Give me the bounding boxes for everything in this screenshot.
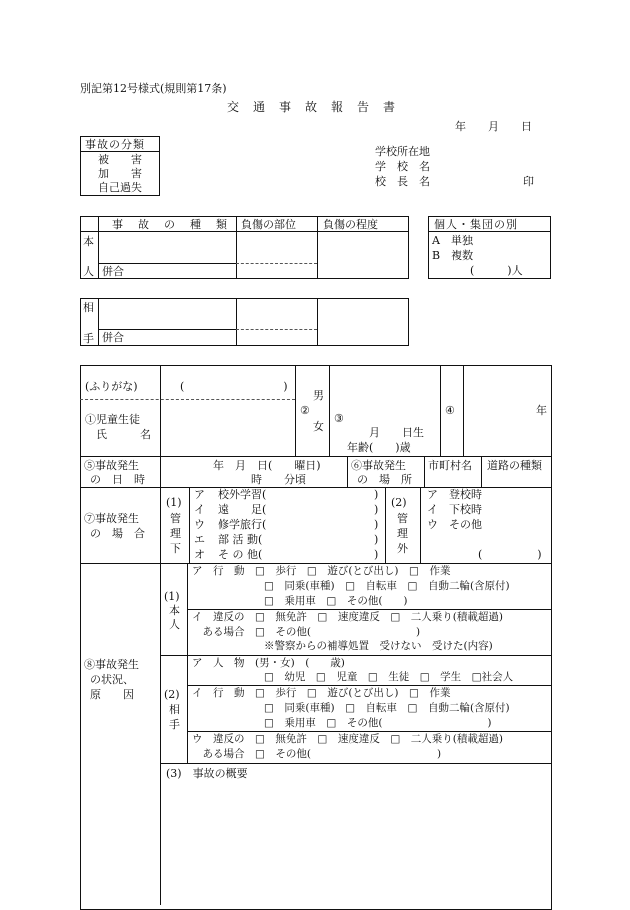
accident-summary-label: (3) 事故の概要 xyxy=(166,767,248,780)
mgmt-item-c-close: ) xyxy=(374,518,379,531)
other-action-row-1: イ 行 動 □ 歩行 □ 遊び(とび出し) □ 作業 xyxy=(192,687,451,699)
road-type-label: 道路の種類 xyxy=(487,459,542,472)
other-action-row-3: □ 乗用車 □ その他( ) xyxy=(264,717,492,729)
self-action-row-3: □ 乗用車 □ その他( ) xyxy=(264,595,408,607)
place-label-1: ⑥事故発生 xyxy=(351,459,406,472)
school-name-label: 学 校 名 xyxy=(375,160,430,173)
group-multiple: B 複数 xyxy=(432,249,474,262)
self-section-char-1: 本 xyxy=(169,604,180,617)
self-violation-row-2: ある場合 □ その他( ) xyxy=(192,626,421,638)
mgmt-item-c: 修学旅行( xyxy=(218,518,267,531)
place-label-2: の 場 所 xyxy=(357,473,412,486)
commute-other: ウ その他 xyxy=(427,518,482,531)
self-label-top: 本 xyxy=(83,235,94,248)
mgmt-item-c-key: ウ xyxy=(194,518,205,531)
accident-category-title: 事故の分類 xyxy=(85,138,145,151)
self-action-row-2: □ 同乗(車種) □ 自転車 □ 自動二輪(含原付) xyxy=(264,580,510,592)
mgmt-item-a: 校外学習( xyxy=(218,488,267,501)
category-offender: 加 害 xyxy=(98,167,142,180)
col-injury-degree: 負傷の程度 xyxy=(323,218,378,231)
group-persons: ( )人 xyxy=(470,264,523,277)
mgmt-item-a-close: ) xyxy=(374,488,379,501)
age-field: 年齢( )歳 xyxy=(347,441,411,454)
report-date: 年 月 日 xyxy=(455,120,532,133)
outside-management-char-2: 理 xyxy=(397,527,408,540)
mgmt-item-a-key: ア xyxy=(194,488,205,501)
other-person-row-1: ア 人 物 (男・女) ( 歳) xyxy=(192,657,345,669)
under-management-char-1: 管 xyxy=(170,512,181,525)
other-combined: 併合 xyxy=(102,331,124,344)
self-violation-row-1: イ 違反の □ 無免許 □ 速度違反 □ 二人乗り(積載超過) xyxy=(192,611,503,623)
furigana-label: (ふりがな) xyxy=(85,380,138,393)
col-accident-type: 事 故 の 種 類 xyxy=(112,218,229,231)
mgmt-item-e-key: オ xyxy=(194,548,205,561)
outside-management-char-1: 管 xyxy=(397,512,408,525)
status-label-3: 原 因 xyxy=(90,688,134,701)
city-name-label: 市町村名 xyxy=(428,459,472,472)
student-name-label-1: ①児童生徒 xyxy=(85,413,140,426)
sex-number: ② xyxy=(300,404,310,417)
other-label-bottom: 手 xyxy=(83,332,94,345)
mgmt-item-e-close: ) xyxy=(374,548,379,561)
group-title: 個人・集団の別 xyxy=(434,218,518,231)
accident-time: 時 分頃 xyxy=(251,473,306,486)
other-violation-row-2: ある場合 □ その他( ) xyxy=(192,748,442,760)
grade-number: ④ xyxy=(445,404,455,417)
mgmt-item-d: 部 活 動( xyxy=(218,533,263,546)
seal-mark: 印 xyxy=(523,175,534,188)
accident-date: 年 月 日( 曜日) xyxy=(213,459,321,472)
other-section-char-2: 手 xyxy=(169,718,180,731)
grade-label: 年 xyxy=(536,404,547,417)
col-injury-part: 負傷の部位 xyxy=(241,218,296,231)
male-label: 男 xyxy=(313,389,324,402)
birth-date: 月 日生 xyxy=(369,426,424,439)
police-guidance-row: ※警察からの補導処置 受けない 受けた(内容) xyxy=(264,640,493,652)
status-label-2: の状況、 xyxy=(90,673,134,686)
form-id: 別記第12号様式(規則第17条) xyxy=(80,82,227,95)
accident-summary-area[interactable] xyxy=(160,785,552,905)
self-section-char-2: 人 xyxy=(169,618,180,631)
status-label-1: ⑧事故発生 xyxy=(84,658,139,671)
other-action-row-2: □ 同乗(車種) □ 自転車 □ 自動二輪(含原付) xyxy=(264,702,510,714)
self-action-row-1: ア 行 動 □ 歩行 □ 遊び(とび出し) □ 作業 xyxy=(192,565,451,577)
mgmt-item-d-close: ) xyxy=(374,533,379,546)
commute-from-school: イ 下校時 xyxy=(427,503,482,516)
self-label-bottom: 人 xyxy=(83,265,94,278)
mgmt-item-b-key: イ xyxy=(194,503,205,516)
under-management-char-2: 理 xyxy=(170,527,181,540)
other-party-table xyxy=(80,298,409,346)
other-section-char-1: 相 xyxy=(169,703,180,716)
mgmt-item-d-key: エ xyxy=(194,533,205,546)
category-self-fault: 自己過失 xyxy=(98,181,142,194)
other-person-row-2: □ 幼児 □ 児童 □ 生徒 □ 学生 □社会人 xyxy=(264,671,514,683)
datetime-label-2: の 日 時 xyxy=(90,473,145,486)
furigana-field[interactable]: ( ) xyxy=(180,380,288,393)
datetime-label-1: ⑤事故発生 xyxy=(84,459,139,472)
commute-to-school: ア 登校時 xyxy=(427,488,482,501)
other-label-top: 相 xyxy=(83,301,94,314)
mgmt-item-b: 遠 足( xyxy=(218,503,267,516)
under-management-number: (1) xyxy=(166,496,182,509)
student-name-label-2: 氏 名 xyxy=(96,428,151,441)
principal-name-label: 校 長 名 xyxy=(375,175,430,188)
other-section-number: (2) xyxy=(164,688,180,701)
commute-other-field: ( ) xyxy=(478,548,542,561)
other-violation-row-1: ウ 違反の □ 無免許 □ 速度違反 □ 二人乗り(積載超過) xyxy=(192,733,503,745)
outside-management-char-3: 外 xyxy=(397,542,408,555)
category-victim: 被 害 xyxy=(98,153,142,166)
self-section-number: (1) xyxy=(164,590,180,603)
female-label: 女 xyxy=(313,420,324,433)
mgmt-item-e: そ の 他( xyxy=(218,548,263,561)
group-single: A 単独 xyxy=(432,234,473,247)
situation-label-2: の 場 合 xyxy=(90,527,145,540)
under-management-char-3: 下 xyxy=(170,542,181,555)
situation-label-1: ⑦事故発生 xyxy=(84,512,139,525)
page-title: 交 通 事 故 報 告 書 xyxy=(227,100,397,114)
self-combined: 併合 xyxy=(102,265,124,278)
outside-management-number: (2) xyxy=(391,496,407,509)
mgmt-item-b-close: ) xyxy=(374,503,379,516)
birth-number: ③ xyxy=(334,412,344,425)
school-address-label: 学校所在地 xyxy=(375,145,430,158)
